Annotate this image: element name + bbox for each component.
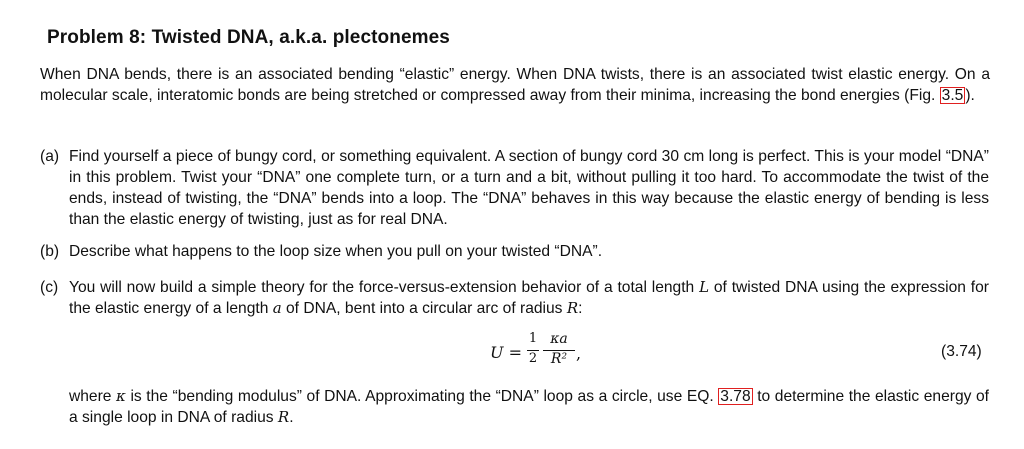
intro-paragraph xyxy=(40,64,990,106)
item-c-text-part: . xyxy=(289,409,294,426)
equation-lhs: U = xyxy=(490,343,522,362)
variable-a: a xyxy=(272,299,282,317)
item-c-text-part: is the “bending modulus” of DNA. Approximating the “DNA” loop as a circle, use EQ. xyxy=(125,388,719,405)
equation-reference-link[interactable]: 3.78 xyxy=(720,388,751,405)
item-a-text: Find yourself a piece of bungy cord, or something equivalent. A section of bungy cord 30 cm long is perfect. This is your model “DNA” in this problem. Twist your “DNA” one complete turn, or a turn and a bit, without pulling it too hard. To accommodate the twist of the ends, instead of twisting, the “DNA” bends into a loop. The “DNA” behaves in this way because the elastic energy of bending is less than the elastic energy of twisting, just as for real DNA. xyxy=(69,148,989,228)
item-c-text-part: to determine the elastic energy of a single loop in DNA of radius xyxy=(69,388,989,426)
item-c-text-part: where xyxy=(69,388,117,405)
equation-number: (3.74) xyxy=(941,343,982,360)
fraction-denominator: 2 xyxy=(528,351,538,366)
item-c-text-part: of twisted DNA using the expression for the elastic energy of a length xyxy=(69,279,989,317)
item-c-text-part: of DNA, bent into a circular arc of radius xyxy=(281,300,567,317)
item-c-text-part: You will now build a simple theory for the force-versus-extension behavior of a total length xyxy=(69,279,700,296)
item-a-label: (a) xyxy=(40,148,60,165)
equation-comma: , xyxy=(576,344,582,363)
item-c-continuation xyxy=(69,386,989,428)
fraction-denominator: R² xyxy=(550,351,568,367)
variable-kappa: κ xyxy=(116,387,126,405)
fraction-bar xyxy=(543,350,575,351)
variable-R: R xyxy=(277,408,290,426)
fraction-numerator: 1 xyxy=(528,331,538,346)
item-c-label: (c) xyxy=(40,279,59,296)
intro-text: When DNA bends, there is an associated bending “elastic” energy. When DNA twists, there is an associated twist elastic energy. On a molecular scale, interatomic bonds are being stretched or compressed away from their minima, increasing the bond energies (Fig. xyxy=(40,66,990,104)
fraction-numerator: κa xyxy=(550,331,568,347)
variable-R: R xyxy=(566,299,579,317)
intro-text-end: ). xyxy=(965,87,975,104)
figure-reference-link[interactable]: 3.5 xyxy=(941,87,964,104)
item-c-text-part: : xyxy=(578,300,583,317)
item-b-label: (b) xyxy=(40,243,60,260)
variable-L: L xyxy=(699,278,710,296)
item-c-text xyxy=(69,277,989,319)
item-b-text: Describe what happens to the loop size when you pull on your twisted “DNA”. xyxy=(69,243,603,260)
problem-title: Problem 8: Twisted DNA, a.k.a. plectonemes xyxy=(47,27,450,48)
fraction-bar xyxy=(527,350,539,351)
